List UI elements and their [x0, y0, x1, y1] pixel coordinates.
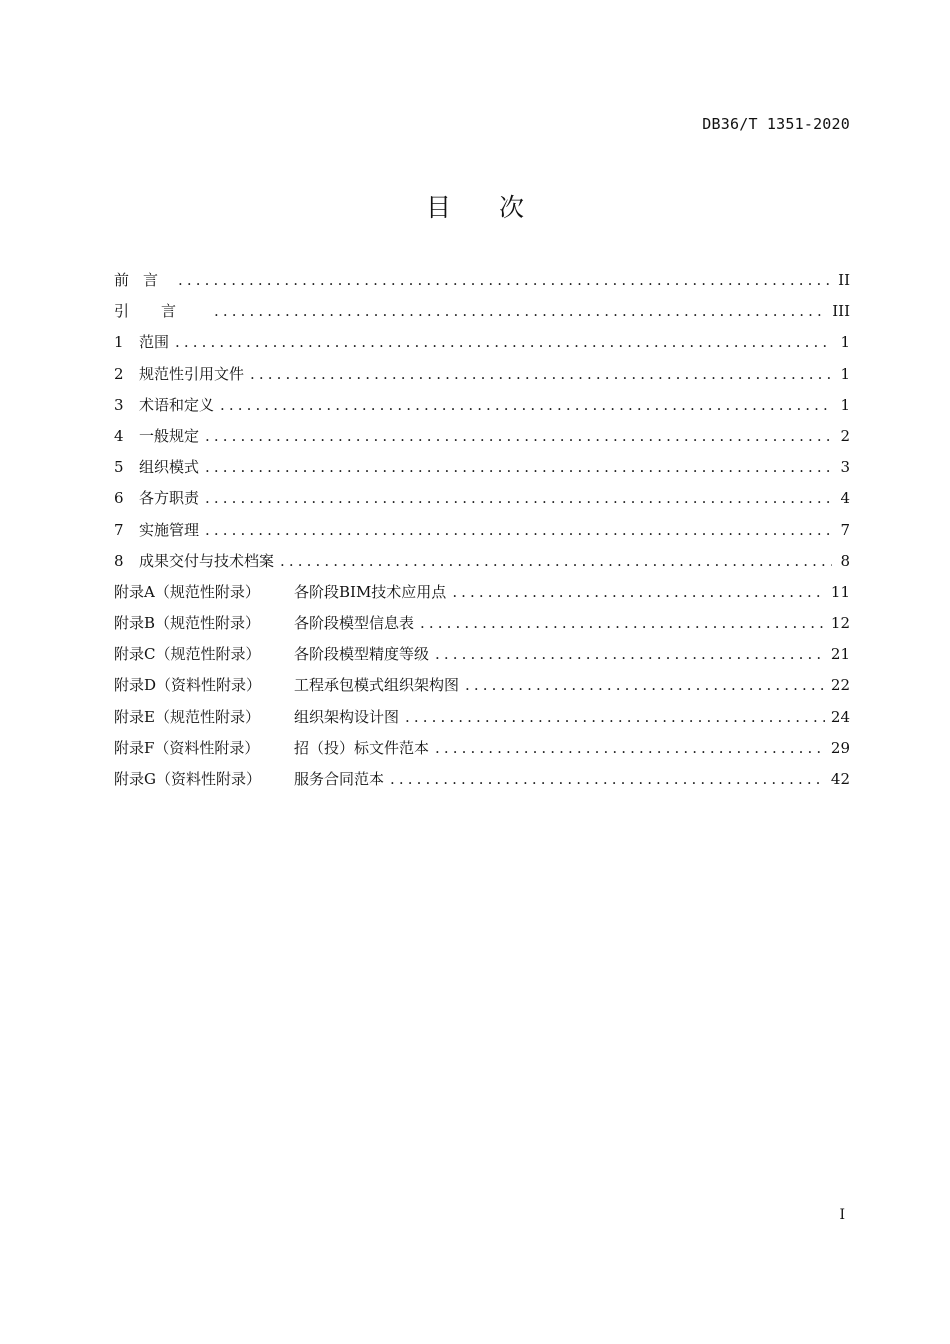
toc-appendix-f[interactable]: [114, 736, 850, 767]
toc-entry-page: 8: [840, 551, 850, 570]
toc-leader-dots: [435, 642, 825, 666]
appendix-prefix: 附录B（规范性附录）: [114, 614, 261, 633]
toc-entry-label: 各阶段模型信息表: [294, 614, 415, 633]
toc-entry-terms-definitions[interactable]: [114, 393, 850, 424]
toc-entry-label: 各阶段BIM技术应用点: [294, 582, 447, 601]
toc-entry-title: [114, 736, 429, 760]
page-title: 目次: [425, 193, 572, 222]
toc-entry-page: 7: [840, 520, 850, 539]
toc-entry-title: [114, 518, 199, 542]
toc-entry-title: [114, 611, 414, 635]
toc-entry-page: 42: [830, 770, 850, 788]
toc-entry-number: 5: [114, 458, 124, 477]
toc-entry-page: 4: [840, 489, 850, 508]
toc-leader-dots: [250, 362, 832, 386]
toc-entry-label: 工程承包模式组织架构图: [294, 676, 460, 695]
toc-leader-dots: [390, 767, 825, 791]
toc-leader-dots: [420, 611, 825, 635]
toc-entry-label: 引言: [114, 302, 209, 321]
toc-entry-title: [114, 362, 244, 386]
toc-entry-page: 21: [830, 645, 850, 664]
appendix-prefix: 附录F（资料性附录）: [114, 738, 260, 757]
toc-leader-dots: [280, 549, 832, 573]
toc-leader-dots: [205, 424, 832, 448]
toc-entry-label: 实施管理: [139, 520, 200, 539]
toc-entry-label: 组织架构设计图: [294, 707, 400, 726]
toc-entry-title: [114, 393, 214, 417]
toc-entry-title: [114, 455, 199, 479]
toc-leader-dots: [175, 330, 832, 354]
toc-entry-label: 规范性引用文件: [139, 364, 245, 383]
toc-entry-page: 1: [840, 395, 850, 414]
toc-entry-page: 2: [840, 426, 850, 445]
toc-appendix-d[interactable]: [114, 673, 850, 704]
toc-entry-title: [114, 767, 384, 791]
toc-entry-responsibilities[interactable]: [114, 486, 850, 517]
toc-entry-label: 术语和定义: [139, 395, 215, 414]
toc-entry-introduction[interactable]: [114, 299, 850, 330]
toc-entry-page: 29: [830, 738, 850, 757]
appendix-prefix: 附录C（规范性附录）: [114, 645, 261, 664]
table-of-contents: [114, 268, 850, 798]
toc-entry-page: 1: [840, 333, 850, 352]
toc-entry-title: [114, 705, 399, 729]
toc-entry-page: 3: [840, 458, 850, 477]
toc-entry-number: 2: [114, 364, 124, 383]
toc-entry-title: [114, 330, 169, 354]
toc-entry-organization-mode[interactable]: [114, 455, 850, 486]
toc-entry-title: [114, 580, 446, 604]
toc-entry-label: 组织模式: [139, 458, 200, 477]
toc-appendix-e[interactable]: [114, 705, 850, 736]
appendix-prefix: 附录A（规范性附录）: [114, 582, 260, 601]
toc-entry-page: 12: [830, 614, 850, 633]
toc-entry-title: [114, 424, 199, 448]
toc-leader-dots: [205, 486, 832, 510]
toc-entry-label: 一般规定: [139, 426, 200, 445]
toc-entry-label: 成果交付与技术档案: [139, 551, 275, 570]
toc-entry-page: III: [832, 302, 850, 321]
toc-entry-title: [114, 673, 459, 697]
document-code: DB36/T 1351-2020: [702, 115, 850, 133]
toc-appendix-g[interactable]: [114, 767, 850, 798]
toc-entry-page: II: [838, 271, 850, 289]
toc-entry-title: [114, 642, 429, 666]
toc-entry-label: 范围: [139, 333, 170, 352]
toc-entry-general-provisions[interactable]: [114, 424, 850, 455]
toc-entry-label: 前言: [114, 271, 173, 289]
page-number: I: [839, 1207, 845, 1223]
toc-leader-dots: [220, 393, 832, 417]
toc-entry-page: 11: [830, 582, 850, 601]
toc-entry-number: 7: [114, 520, 124, 539]
toc-entry-title: [114, 486, 199, 510]
toc-entry-number: 3: [114, 395, 124, 414]
toc-entry-page: 1: [840, 364, 850, 383]
toc-entry-page: 22: [830, 676, 850, 695]
toc-entry-page: 24: [830, 707, 850, 726]
toc-entry-number: 4: [114, 426, 124, 445]
appendix-prefix: 附录E（规范性附录）: [114, 707, 260, 726]
toc-appendix-c[interactable]: [114, 642, 850, 673]
toc-appendix-b[interactable]: [114, 611, 850, 642]
toc-entry-number: 1: [114, 333, 124, 352]
toc-entry-implementation[interactable]: [114, 518, 850, 549]
appendix-prefix: 附录D（资料性附录）: [114, 676, 262, 695]
toc-entry-number: 8: [114, 551, 124, 570]
toc-leader-dots: [205, 455, 832, 479]
toc-appendix-a[interactable]: [114, 580, 850, 611]
toc-leader-dots: [435, 736, 825, 760]
toc-leader-dots: [214, 299, 826, 323]
toc-entry-label: 服务合同范本: [294, 770, 385, 788]
toc-leader-dots: [405, 705, 825, 729]
appendix-prefix: 附录G（资料性附录）: [114, 770, 261, 788]
toc-leader-dots: [465, 673, 825, 697]
toc-entry-label: 各阶段模型精度等级: [294, 645, 430, 664]
toc-entry-number: 6: [114, 489, 124, 508]
toc-entry-foreword[interactable]: [114, 268, 850, 299]
toc-entry-label: 招（投）标文件范本: [294, 738, 430, 757]
toc-leader-dots: [452, 580, 825, 604]
toc-entry-normative-references[interactable]: [114, 362, 850, 393]
toc-entry-deliverables[interactable]: [114, 549, 850, 580]
toc-leader-dots: [205, 518, 832, 542]
toc-entry-label: 各方职责: [139, 489, 200, 508]
toc-leader-dots: [178, 268, 832, 292]
toc-entry-scope[interactable]: [114, 330, 850, 361]
toc-entry-title: [114, 549, 274, 573]
